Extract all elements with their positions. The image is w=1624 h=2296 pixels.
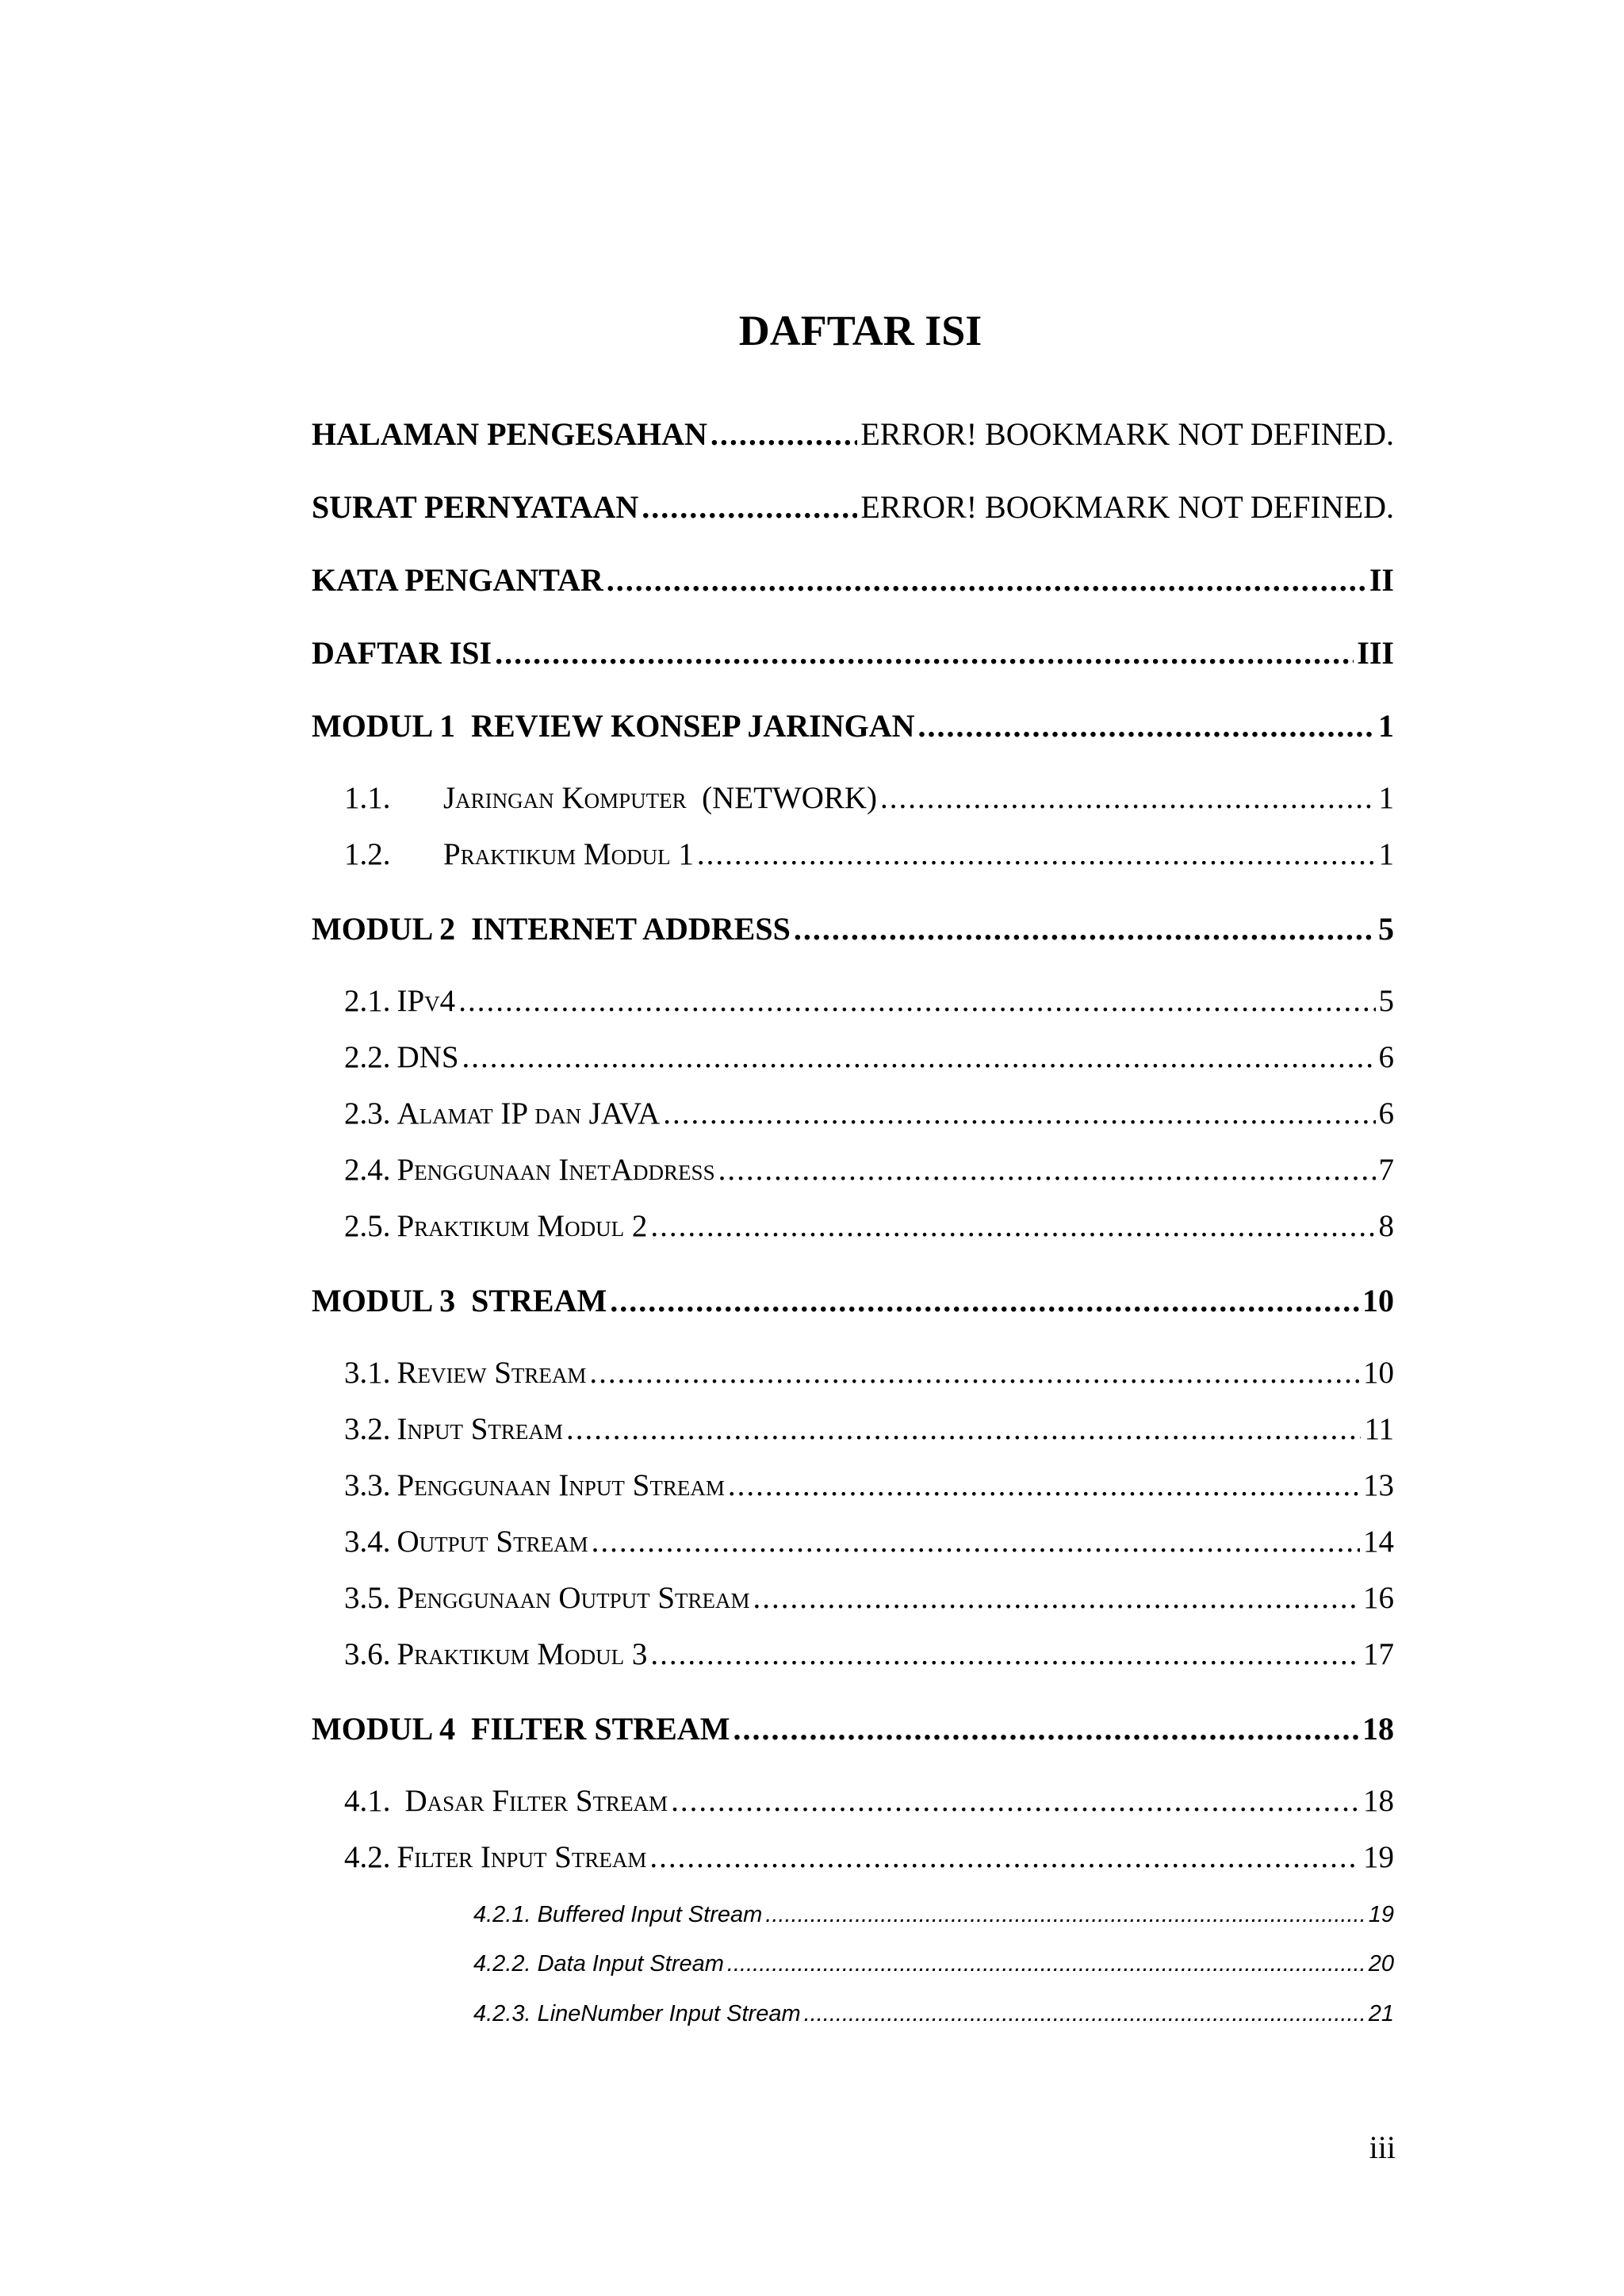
- toc-entry-title: KATA PENGANTAR: [312, 562, 603, 598]
- toc-entry-modul-2[interactable]: [312, 910, 1394, 948]
- toc-leader-dots: [458, 983, 1375, 1020]
- toc-entry-page: 11: [1364, 1412, 1394, 1446]
- toc-entry-title: HALAMAN PENGESAHAN: [312, 416, 707, 452]
- toc-entry-page: 18: [1362, 1711, 1394, 1747]
- toc-entry-surat-pernyataan[interactable]: [312, 488, 1394, 526]
- toc-leader-dots: [697, 836, 1376, 874]
- toc-entry-number: 1.2.: [344, 837, 391, 871]
- toc-entry-title: IPv4: [396, 984, 456, 1018]
- toc-entry-page: 1: [1378, 781, 1394, 815]
- toc-entry-2-4[interactable]: [344, 1152, 1394, 1189]
- toc-leader-dots: [753, 1580, 1360, 1617]
- toc-entry-title: Output Stream: [396, 1525, 588, 1559]
- toc-leader-dots: [462, 1039, 1376, 1077]
- toc-entry-title: Praktikum Modul 2: [396, 1209, 648, 1243]
- toc-leader-dots: [727, 1950, 1365, 1978]
- toc-entry-page: 5: [1378, 984, 1394, 1018]
- toc-entry-title: Dasar Filter Stream: [404, 1784, 668, 1818]
- toc-entry-title: Input Stream: [396, 1412, 563, 1446]
- toc-entry-kata-pengantar[interactable]: [312, 561, 1394, 599]
- toc-entry-title: Filter Input Stream: [396, 1840, 647, 1874]
- toc-entry-modul-3[interactable]: [312, 1282, 1394, 1320]
- toc-entry-title: Penggunaan Input Stream: [396, 1468, 725, 1502]
- toc-entry-number: 3.2.: [344, 1412, 391, 1446]
- toc-entry-number: 3.4.: [344, 1525, 391, 1559]
- toc-entry-3-2[interactable]: [344, 1411, 1394, 1448]
- toc-entry-modul-1[interactable]: [312, 707, 1394, 745]
- toc-entry-page: II: [1369, 562, 1394, 598]
- toc-leader-dots: [607, 561, 1366, 599]
- toc-entry-number: 3.3.: [344, 1468, 391, 1502]
- toc-entry-title: Praktikum Modul 3: [396, 1637, 648, 1671]
- toc-leader-dots: [650, 1636, 1360, 1674]
- toc-entry-page: 19: [1363, 1840, 1394, 1874]
- toc-entry-title: DNS: [396, 1040, 459, 1074]
- toc-entry-3-4[interactable]: [344, 1524, 1394, 1561]
- toc-entry-page: 7: [1378, 1153, 1394, 1187]
- toc-entry-number: 4.1.: [344, 1784, 391, 1818]
- toc-entry-page: 19: [1368, 1902, 1394, 1927]
- toc-entry-page: 21: [1368, 2001, 1394, 2026]
- toc-entry-page: 14: [1363, 1525, 1394, 1559]
- toc-leader-dots: [592, 1524, 1360, 1561]
- toc-entry-3-5[interactable]: [344, 1580, 1394, 1617]
- page-title: DAFTAR ISI: [738, 307, 982, 354]
- toc-entry-number: 3.1.: [344, 1356, 391, 1390]
- toc-leader-dots: [663, 1096, 1375, 1133]
- toc-entry-page: 20: [1368, 1951, 1394, 1976]
- toc-leader-dots: [728, 1468, 1360, 1505]
- toc-entry-number: 3.5.: [344, 1581, 391, 1615]
- toc-entry-3-3[interactable]: [344, 1468, 1394, 1505]
- toc-entry-number: 4.2.: [344, 1840, 391, 1874]
- toc-entry-title: MODUL 2 INTERNET ADDRESS: [312, 911, 791, 947]
- toc-leader-dots: [880, 780, 1375, 817]
- toc-entry-page: 10: [1363, 1356, 1394, 1390]
- toc-entry-title: MODUL 3 STREAM: [312, 1283, 607, 1318]
- toc-entry-number: 4.2.2.: [473, 1951, 531, 1976]
- toc-entry-title: Review Stream: [396, 1356, 587, 1390]
- toc-entry-page: 17: [1363, 1637, 1394, 1671]
- toc-entry-page: 18: [1363, 1784, 1394, 1818]
- toc-leader-dots: [649, 1839, 1360, 1877]
- toc-entry-number: 1.1.: [344, 781, 391, 815]
- toc-entry-title: Penggunaan Output Stream: [396, 1581, 750, 1615]
- toc-entry-title: DAFTAR ISI: [312, 635, 492, 671]
- toc-entry-page: 1: [1378, 708, 1394, 744]
- toc-entry-2-1[interactable]: [344, 983, 1394, 1020]
- toc-entry-title: MODUL 1 REVIEW KONSEP JARINGAN: [312, 708, 915, 744]
- toc-leader-dots: [589, 1355, 1360, 1392]
- toc-entry-4-2-2[interactable]: [473, 1950, 1394, 1978]
- toc-entry-page: 8: [1378, 1209, 1394, 1243]
- toc-entry-4-2[interactable]: [344, 1839, 1394, 1877]
- toc-entry-3-6[interactable]: [344, 1636, 1394, 1674]
- toc-entry-page: ERROR! BOOKMARK NOT DEFINED.: [860, 416, 1394, 452]
- toc-entry-title: MODUL 4 FILTER STREAM: [312, 1711, 730, 1747]
- toc-entry-title: Alamat IP dan JAVA: [396, 1096, 661, 1131]
- toc-leader-dots: [917, 707, 1375, 745]
- toc-leader-dots: [794, 910, 1375, 948]
- toc-entry-number: 4.2.3.: [473, 2001, 531, 2026]
- toc-entry-title: Praktikum Modul 1: [443, 837, 694, 871]
- toc-entry-page: ERROR! BOOKMARK NOT DEFINED.: [860, 489, 1394, 525]
- toc-entry-page: 16: [1363, 1581, 1394, 1615]
- toc-entry-4-2-3[interactable]: [473, 2000, 1394, 2028]
- toc-entry-2-5[interactable]: [344, 1208, 1394, 1246]
- toc-entry-halaman-pengesahan[interactable]: [312, 415, 1394, 453]
- toc-entry-4-1[interactable]: [344, 1783, 1394, 1820]
- toc-entry-title: SURAT PERNYATAAN: [312, 489, 639, 525]
- toc-entry-page: 6: [1378, 1040, 1394, 1074]
- toc-entry-number: 2.4.: [344, 1153, 391, 1187]
- toc-entry-3-1[interactable]: [344, 1355, 1394, 1392]
- toc-leader-dots: [718, 1152, 1376, 1189]
- toc-entry-number: 4.2.1.: [473, 1902, 531, 1927]
- toc-entry-daftar-isi[interactable]: [312, 634, 1394, 672]
- toc-leader-dots: [710, 415, 857, 453]
- toc-leader-dots: [610, 1282, 1359, 1320]
- toc-entry-page: 5: [1378, 911, 1394, 947]
- toc-entry-number: 2.5.: [344, 1209, 391, 1243]
- toc-entry-title: Buffered Input Stream: [537, 1902, 763, 1927]
- toc-entry-page: III: [1357, 635, 1394, 671]
- toc-leader-dots: [804, 2000, 1365, 2028]
- toc-leader-dots: [566, 1411, 1362, 1448]
- toc-entry-page: 1: [1378, 837, 1394, 871]
- toc-entry-page: 13: [1363, 1468, 1394, 1502]
- toc-entry-page: 10: [1362, 1283, 1394, 1318]
- toc-entry-number: 3.6.: [344, 1637, 391, 1671]
- toc-entry-title: Data Input Stream: [537, 1951, 724, 1976]
- page-number: iii: [1369, 2130, 1396, 2165]
- toc-entry-2-2[interactable]: [344, 1039, 1394, 1077]
- toc-entry-number: 2.1.: [344, 984, 391, 1018]
- toc-entry-page: 6: [1378, 1096, 1394, 1131]
- toc-entry-title: Penggunaan InetAddress: [396, 1153, 715, 1187]
- toc-entry-2-3[interactable]: [344, 1096, 1394, 1133]
- toc-leader-dots: [733, 1710, 1360, 1748]
- toc-leader-dots: [765, 1901, 1365, 1929]
- toc-entry-number: 2.3.: [344, 1096, 391, 1131]
- toc-entry-title: Jaringan Komputer (NETWORK): [443, 781, 878, 815]
- toc-leader-dots: [650, 1208, 1375, 1246]
- toc-entry-number: 2.2.: [344, 1040, 391, 1074]
- toc-entry-4-2-1[interactable]: [473, 1901, 1394, 1929]
- toc-entry-1-1[interactable]: [344, 780, 1394, 817]
- toc-entry-1-2[interactable]: [344, 836, 1394, 874]
- toc-leader-dots: [495, 634, 1354, 672]
- toc-entry-modul-4[interactable]: [312, 1710, 1394, 1748]
- toc-leader-dots: [671, 1783, 1360, 1820]
- toc-entry-title: LineNumber Input Stream: [537, 2001, 801, 2026]
- toc-leader-dots: [642, 488, 857, 526]
